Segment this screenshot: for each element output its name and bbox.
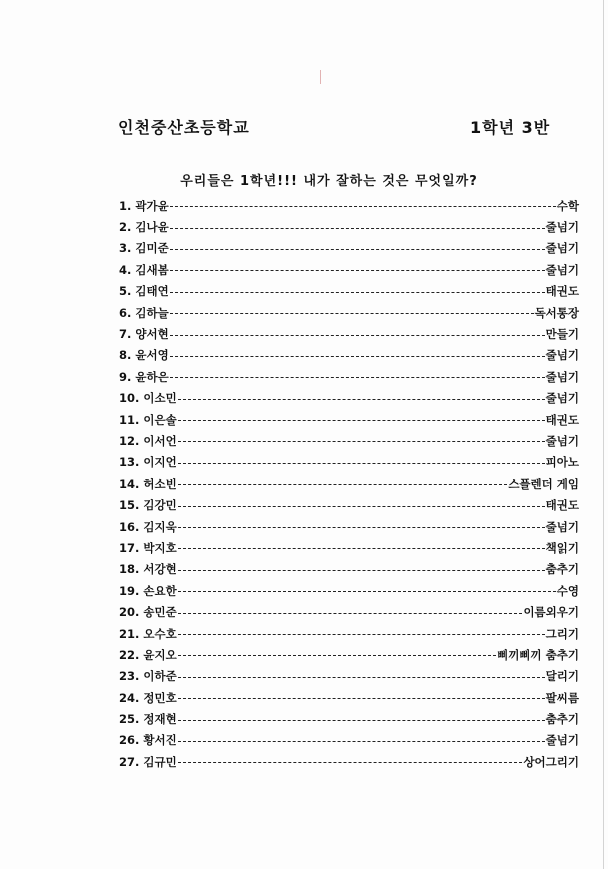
dashed-leader xyxy=(170,356,545,357)
student-name: 황서진 xyxy=(143,733,177,748)
student-name: 김강민 xyxy=(143,498,177,513)
list-item xyxy=(119,216,579,237)
student-number: 21. xyxy=(119,626,140,641)
list-item xyxy=(119,238,579,259)
student-number: 7. xyxy=(119,327,132,342)
student-number: 23. xyxy=(119,669,140,684)
student-talent: 태권도 xyxy=(545,498,579,513)
student-number: 14. xyxy=(119,476,140,491)
student-talent: 수학 xyxy=(556,198,579,213)
dashed-leader xyxy=(170,270,545,271)
student-number: 10. xyxy=(119,391,140,406)
dashed-leader xyxy=(170,292,545,293)
dashed-leader xyxy=(178,677,545,678)
student-talent: 줄넘기 xyxy=(545,369,579,384)
list-item xyxy=(119,388,579,409)
student-number: 27. xyxy=(119,754,140,769)
list-item xyxy=(119,666,579,687)
student-talent: 태권도 xyxy=(545,412,579,427)
student-number: 20. xyxy=(119,605,140,620)
class-info: 1학년 3반 xyxy=(470,118,551,137)
list-item xyxy=(119,537,579,558)
dashed-leader xyxy=(170,377,545,378)
student-number: 26. xyxy=(119,733,140,748)
student-number: 25. xyxy=(119,712,140,727)
student-name: 윤서영 xyxy=(135,348,169,363)
student-talent: 줄넘기 xyxy=(545,733,579,748)
student-name: 김규민 xyxy=(143,754,177,769)
list-item xyxy=(119,281,579,302)
dashed-leader xyxy=(170,249,545,250)
student-name: 허소빈 xyxy=(143,476,177,491)
student-number: 19. xyxy=(119,583,140,598)
dashed-leader xyxy=(178,634,545,635)
student-number: 2. xyxy=(119,220,132,235)
student-name: 윤지오 xyxy=(143,647,177,662)
student-talent: 줄넘기 xyxy=(545,433,579,448)
student-talent: 삐끼삐끼 춤추기 xyxy=(497,647,579,662)
student-number: 12. xyxy=(119,433,140,448)
dashed-leader xyxy=(178,527,545,528)
student-number: 8. xyxy=(119,348,132,363)
dashed-leader xyxy=(178,613,523,614)
student-name: 정민호 xyxy=(143,690,177,705)
student-talent: 그리기 xyxy=(545,626,579,641)
list-item xyxy=(119,366,579,387)
list-item xyxy=(119,708,579,729)
student-talent: 책읽기 xyxy=(545,540,579,555)
dashed-leader xyxy=(178,720,545,721)
list-item xyxy=(119,430,579,451)
dashed-leader xyxy=(178,399,545,400)
student-talent: 이름외우기 xyxy=(523,605,579,620)
scan-artifact xyxy=(320,70,321,84)
dashed-leader xyxy=(178,441,545,442)
list-item xyxy=(119,751,579,772)
student-name: 이소민 xyxy=(143,391,177,406)
student-number: 11. xyxy=(119,412,140,427)
dashed-leader xyxy=(178,463,545,464)
student-name: 이은솔 xyxy=(143,412,177,427)
list-item xyxy=(119,559,579,580)
student-name: 곽가윤 xyxy=(135,198,169,213)
list-item xyxy=(119,687,579,708)
dashed-leader xyxy=(178,698,545,699)
dashed-leader xyxy=(178,548,545,549)
student-name: 박지호 xyxy=(143,540,177,555)
list-item xyxy=(119,473,579,494)
student-talent: 독서통장 xyxy=(534,305,579,320)
student-talent: 상어그리기 xyxy=(523,754,579,769)
student-talent: 팔씨름 xyxy=(545,690,579,705)
list-item xyxy=(119,730,579,751)
student-talent: 줄넘기 xyxy=(545,519,579,534)
student-talent: 태권도 xyxy=(545,284,579,299)
student-talent: 줄넘기 xyxy=(545,348,579,363)
student-talent: 춤추기 xyxy=(545,562,579,577)
dashed-leader xyxy=(178,570,545,571)
student-talent: 줄넘기 xyxy=(545,262,579,277)
list-item xyxy=(119,302,579,323)
student-number: 6. xyxy=(119,305,132,320)
list-item xyxy=(119,323,579,344)
list-item xyxy=(119,409,579,430)
student-number: 17. xyxy=(119,540,140,555)
list-item xyxy=(119,259,579,280)
list-item xyxy=(119,623,579,644)
student-talent: 달리기 xyxy=(545,669,579,684)
student-name: 손요한 xyxy=(143,583,177,598)
list-item xyxy=(119,580,579,601)
list-item xyxy=(119,644,579,665)
student-talent: 줄넘기 xyxy=(545,220,579,235)
student-talent: 줄넘기 xyxy=(545,241,579,256)
student-talent: 만들기 xyxy=(545,327,579,342)
student-name: 서강현 xyxy=(143,562,177,577)
student-name: 정재현 xyxy=(143,712,177,727)
student-name: 윤하은 xyxy=(135,369,169,384)
student-name: 오수호 xyxy=(143,626,177,641)
student-talent: 스플렌더 게임 xyxy=(508,476,579,491)
student-number: 9. xyxy=(119,369,132,384)
student-name: 김나윤 xyxy=(135,220,169,235)
student-talent: 수영 xyxy=(556,583,579,598)
student-number: 4. xyxy=(119,262,132,277)
page-edge-shadow xyxy=(603,0,604,869)
dashed-leader xyxy=(170,228,545,229)
student-name: 김새봄 xyxy=(135,262,169,277)
dashed-leader xyxy=(178,741,545,742)
list-item xyxy=(119,345,579,366)
student-talent: 줄넘기 xyxy=(545,391,579,406)
student-talent: 춤추기 xyxy=(545,712,579,727)
student-name: 김지욱 xyxy=(143,519,177,534)
dashed-leader xyxy=(170,206,556,207)
student-name: 김미준 xyxy=(135,241,169,256)
list-item xyxy=(119,494,579,515)
student-talent: 피아노 xyxy=(545,455,579,470)
student-name: 이지언 xyxy=(143,455,177,470)
dashed-leader xyxy=(178,655,497,656)
list-item xyxy=(119,195,579,216)
student-number: 13. xyxy=(119,455,140,470)
student-number: 22. xyxy=(119,647,140,662)
dashed-leader xyxy=(178,420,545,421)
student-number: 24. xyxy=(119,690,140,705)
dashed-leader xyxy=(178,506,545,507)
school-name: 인천중산초등학교 xyxy=(118,118,250,137)
student-name: 이하준 xyxy=(143,669,177,684)
student-number: 1. xyxy=(119,198,132,213)
student-name: 이서언 xyxy=(143,433,177,448)
student-number: 5. xyxy=(119,284,132,299)
student-name: 양서현 xyxy=(135,327,169,342)
student-number: 15. xyxy=(119,498,140,513)
dashed-leader xyxy=(178,762,523,763)
list-item xyxy=(119,601,579,622)
dashed-leader xyxy=(178,591,556,592)
list-item xyxy=(119,452,579,473)
student-list xyxy=(119,195,579,773)
dashed-leader xyxy=(178,484,508,485)
student-name: 송민준 xyxy=(143,605,177,620)
student-name: 김하늘 xyxy=(135,305,169,320)
student-number: 16. xyxy=(119,519,140,534)
dashed-leader xyxy=(170,313,534,314)
student-number: 18. xyxy=(119,562,140,577)
student-number: 3. xyxy=(119,241,132,256)
list-item xyxy=(119,516,579,537)
document-title: 우리들은 1학년!!! 내가 잘하는 것은 무엇일까? xyxy=(180,174,478,189)
student-name: 김태연 xyxy=(135,284,169,299)
dashed-leader xyxy=(170,335,545,336)
